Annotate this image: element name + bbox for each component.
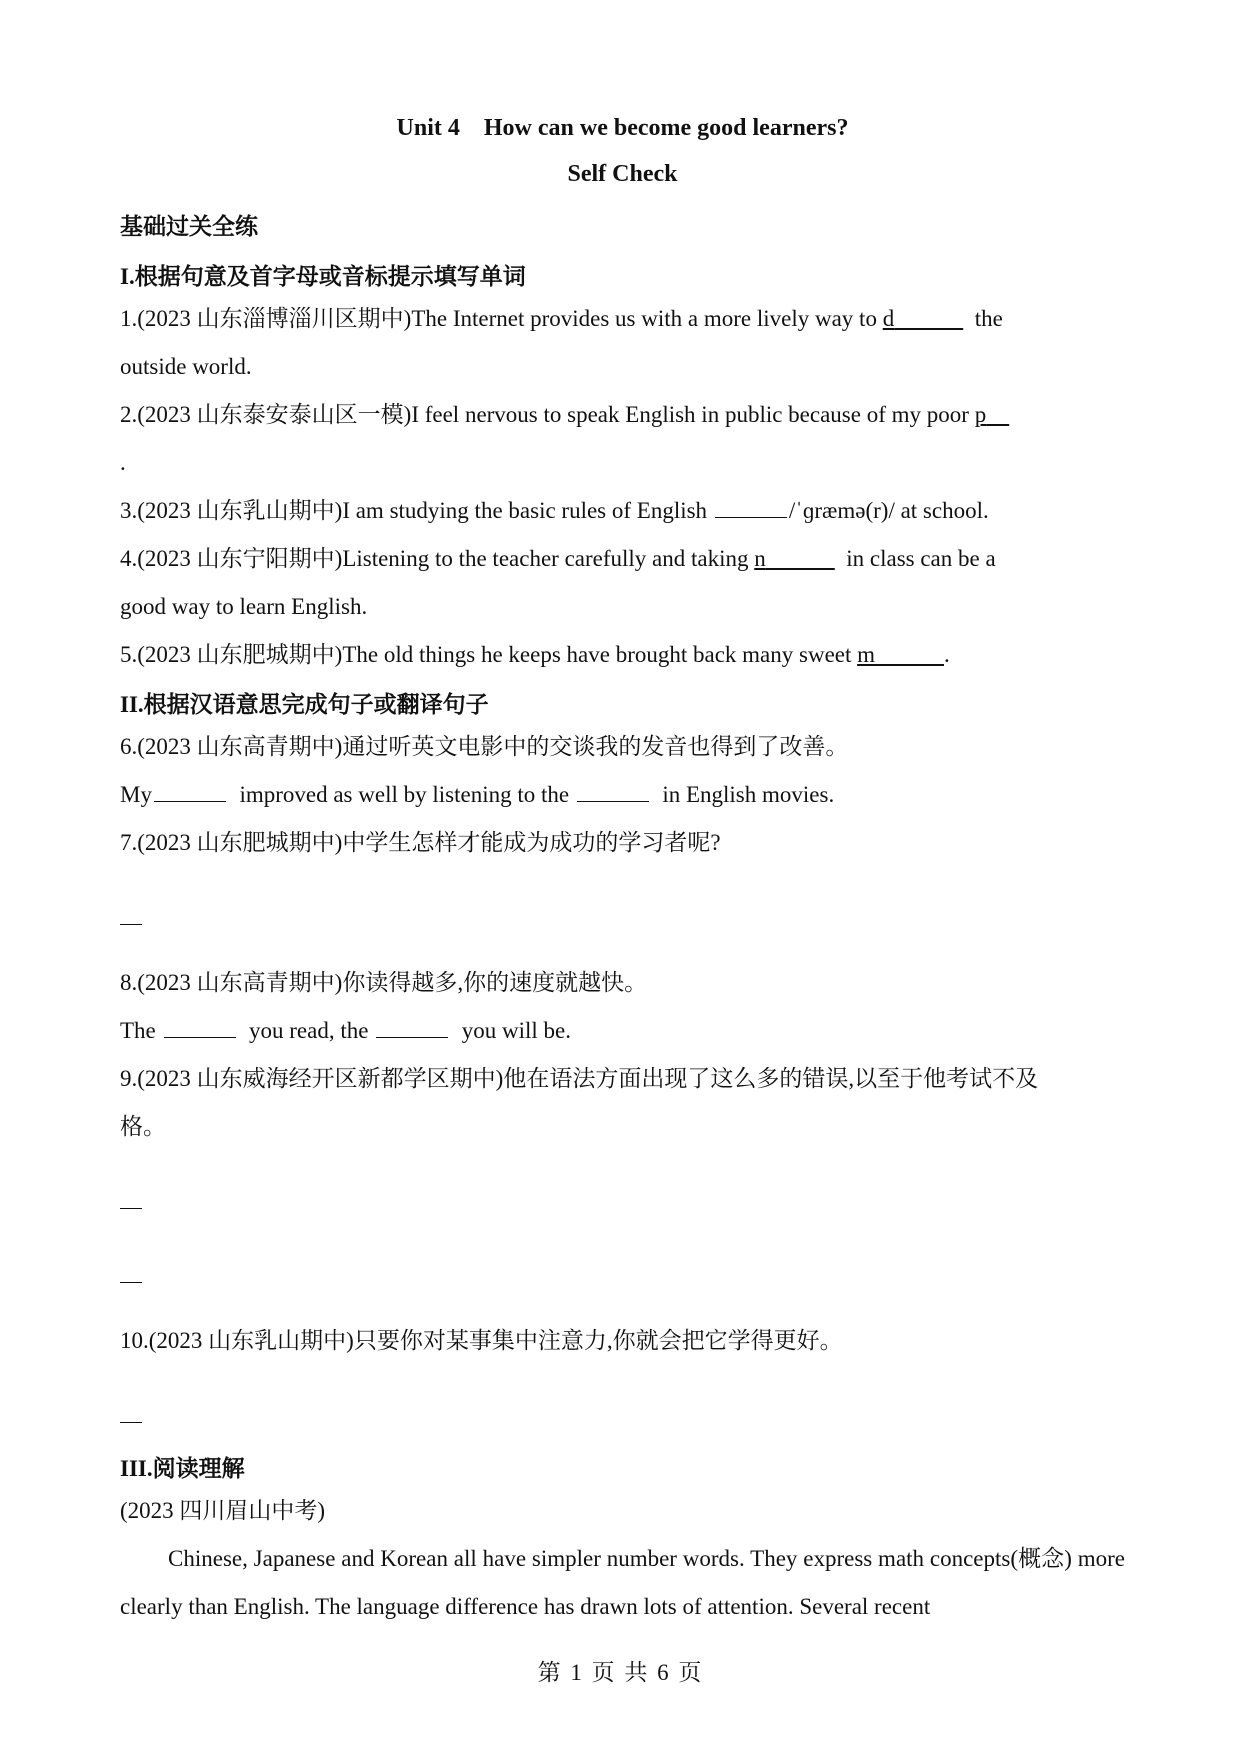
question-10-cn: 10.(2023 山东乳山期中)只要你对某事集中注意力,你就会把它学得更好。 (120, 1328, 843, 1353)
question-8: The you read, the you will be. (120, 1018, 571, 1043)
section-1-title: I.根据句意及首字母或音标提示填写单词 (120, 264, 526, 289)
question-6-cn: 6.(2023 山东高青期中)通过听英文电影中的交谈我的发音也得到了改善。 (120, 734, 849, 759)
answer-blank-2[interactable]: p (974, 402, 987, 427)
question-2-cont: . (120, 450, 126, 475)
question-3: 3.(2023 山东乳山期中)I am studying the basic rules of English /ˈɡræmə(r)/ at school. (120, 498, 989, 523)
answer-blank-6a[interactable] (154, 783, 226, 802)
section-3-title: III.阅读理解 (120, 1456, 245, 1481)
question-8-cn: 8.(2023 山东高青期中)你读得越多,你的速度就越快。 (120, 970, 648, 995)
practice-heading: 基础过关全练 (120, 214, 258, 239)
answer-line-9b[interactable] (120, 1261, 1125, 1291)
unit-title: Unit 4 How can we become good learners? (396, 115, 849, 141)
question-9-cn-cont: 格。 (120, 1114, 166, 1139)
answer-blank-6b[interactable] (577, 783, 649, 802)
answer-line-10[interactable] (120, 1401, 1125, 1431)
reading-source: (2023 四川眉山中考) (120, 1498, 326, 1523)
question-1: 1.(2023 山东淄博淄川区期中)The Internet provides us with a more lively way to d the (120, 306, 1003, 331)
answer-blank-8b[interactable] (376, 1019, 448, 1038)
page-footer: 第 1 页 共 6 页 (537, 1660, 704, 1685)
question-7-cn: 7.(2023 山东肥城期中)中学生怎样才能成为成功的学习者呢? (120, 830, 721, 855)
question-4-cont: good way to learn English. (120, 594, 368, 619)
question-4: 4.(2023 山东宁阳期中)Listening to the teacher carefully and taking n in class can be a (120, 546, 996, 571)
reading-paragraph: Chinese, Japanese and Korean all have simpler number words. They express math concepts(概念) more clearly than English. The language difference has drawn lots of attention. Several recent (120, 1546, 1125, 1619)
question-1-cont: outside world. (120, 354, 252, 379)
section-2-title: II.根据汉语意思完成句子或翻译句子 (120, 692, 489, 717)
answer-line-7[interactable] (120, 903, 1125, 933)
answer-blank-5[interactable]: m (857, 642, 876, 667)
page-content (120, 116, 1125, 1631)
question-9-cn: 9.(2023 山东威海经开区新都学区期中)他在语法方面出现了这么多的错误,以至于他考试不及 (120, 1066, 1039, 1091)
lesson-subtitle: Self Check (567, 161, 678, 187)
answer-blank-4[interactable]: n (754, 546, 766, 571)
answer-blank-3[interactable] (715, 499, 787, 518)
answer-blank-8a[interactable] (164, 1019, 236, 1038)
question-2: 2.(2023 山东泰安泰山区一模)I feel nervous to speak English in public because of my poor p (120, 391, 1125, 439)
question-6: My improved as well by listening to the in English movies. (120, 782, 835, 807)
answer-blank-1[interactable]: d (882, 306, 895, 331)
answer-line-9a[interactable] (120, 1187, 1125, 1217)
question-5: 5.(2023 山东肥城期中)The old things he keeps have brought back many sweet m . (120, 642, 950, 667)
